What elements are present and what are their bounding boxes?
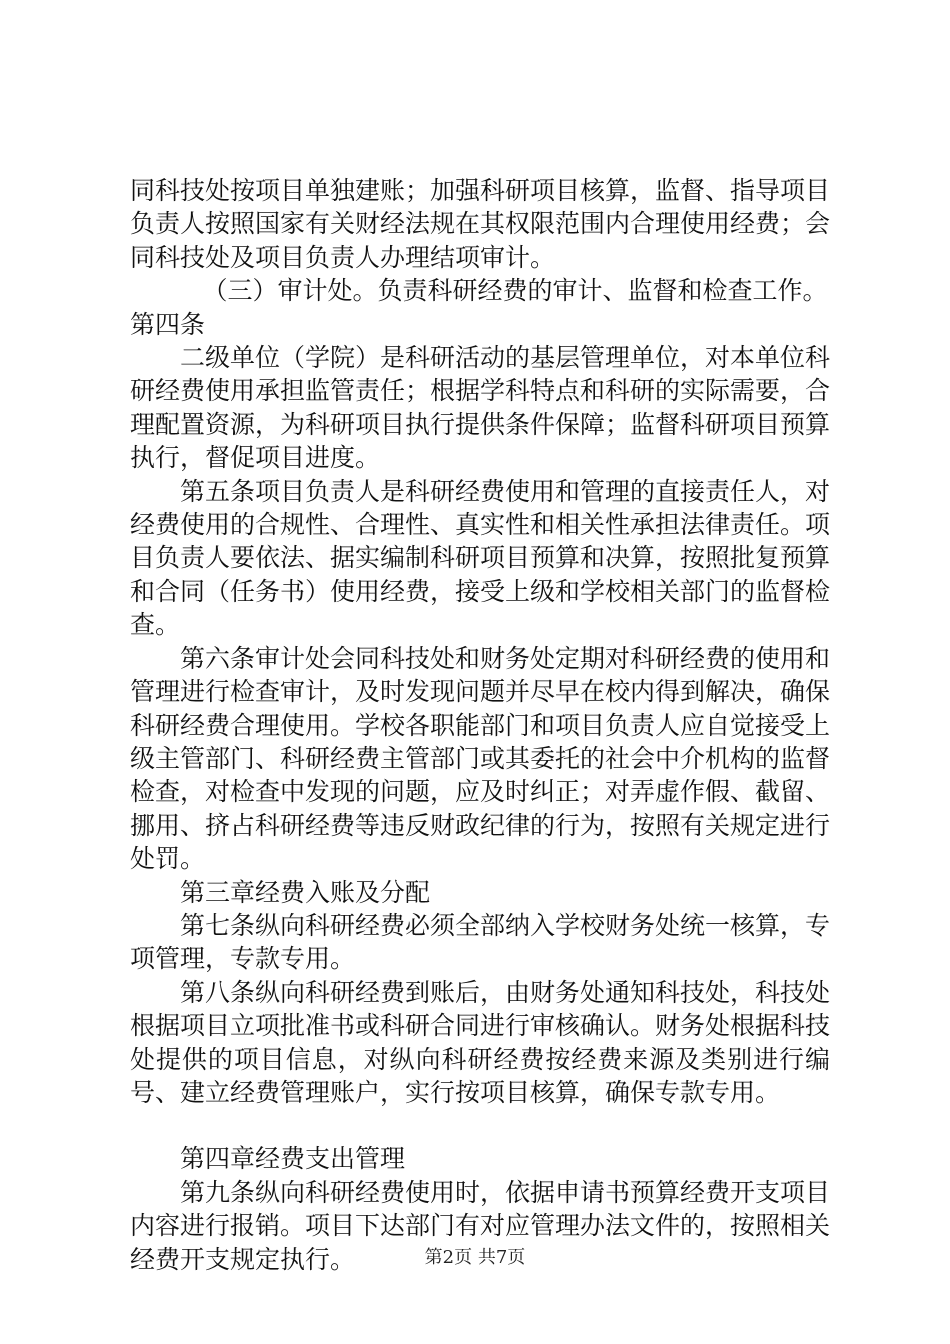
chapter-3-heading: 第三章经费入账及分配 — [180, 877, 431, 907]
document-body — [130, 174, 830, 1276]
article-4-heading: 第四条 — [130, 309, 206, 339]
chapter-4-heading: 第四章经费支出管理 — [180, 1144, 406, 1174]
paragraph-article-5: 第五条项目负责人是科研经费使用和管理的直接责任人，对经费使用的合规性、合理性、真实性和相关性承担法律责任。项目负责人要依法、据实编制科研项目预算和决算，按照批复预算和合同（任务书）使用经费，接受上级和学校相关部门的监督检查。 — [130, 476, 831, 640]
paragraph-continuation: 同科技处按项目单独建账；加强科研项目核算，监督、指导项目负责人按照国家有关财经法规在其权限范围内合理使用经费；会同科技处及项目负责人办理结项审计。 — [130, 176, 831, 272]
paragraph-spacer — [130, 1109, 830, 1142]
paragraph-article-7: 第七条纵向科研经费必须全部纳入学校财务处统一核算，专项管理，专款专用。 — [130, 910, 831, 974]
paragraph-audit-office: （三）审计处。负责科研经费的审计、监督和检查工作。 — [202, 276, 828, 306]
paragraph-article-4: 二级单位（学院）是科研活动的基层管理单位，对本单位科研经费使用承担监管责任；根据学科特点和科研的实际需要，合理配置资源，为科研项目执行提供条件保障；监督科研项目预算执行，督促项目进度。 — [130, 343, 831, 473]
paragraph-article-6: 第六条审计处会同科技处和财务处定期对科研经费的使用和管理进行检查审计，及时发现问题并尽早在校内得到解决，确保科研经费合理使用。学校各职能部门和项目负责人应自觉接受上级主管部门、科研经费主管部门或其委托的社会中介机构的监督检查，对检查中发现的问题，应及时纠正；对弄虚作假、截留、挪用、挤占科研经费等违反财政纪律的行为，按照有关规定进行处罚。 — [130, 643, 831, 874]
page-number-footer: 第2页 共7页 — [424, 1247, 526, 1268]
paragraph-article-8: 第八条纵向科研经费到账后，由财务处通知科技处，科技处根据项目立项批准书或科研合同进行审核确认。财务处根据科技处提供的项目信息，对纵向科研经费按经费来源及类别进行编号、建立经费管理账户，实行按项目核算，确保专款专用。 — [130, 977, 831, 1107]
paragraph-article-9: 第九条纵向科研经费使用时，依据申请书预算经费开支项目内容进行报销。项目下达部门有对应管理办法文件的，按照相关经费开支规定执行。 — [130, 1177, 831, 1274]
